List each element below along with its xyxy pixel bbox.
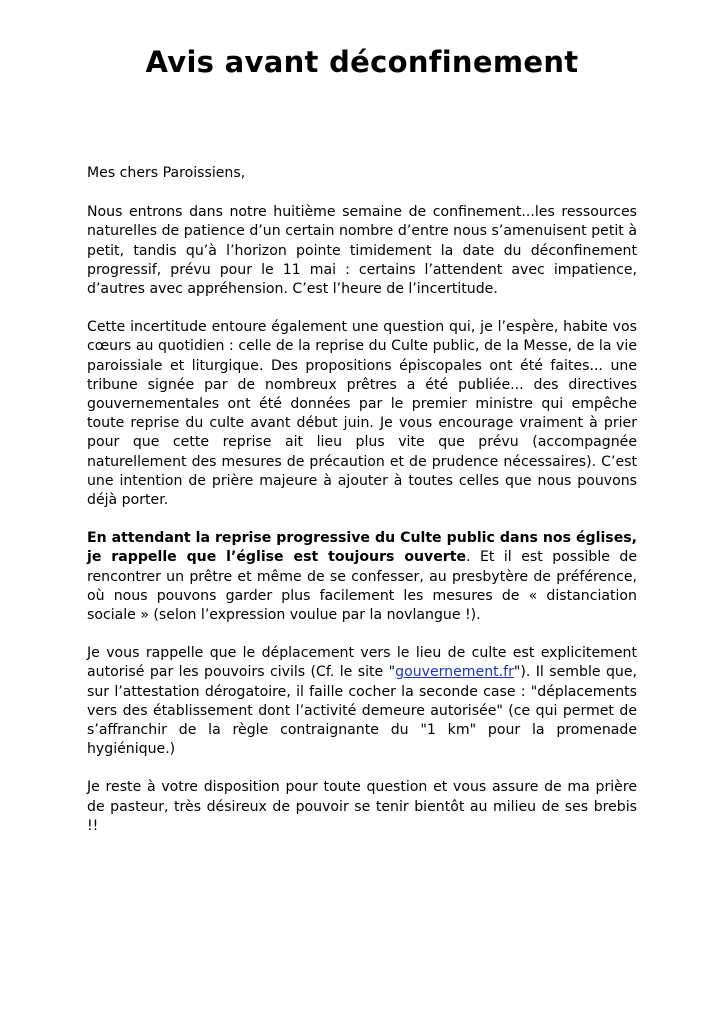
paragraph-5: Je reste à votre disposition pour toute question et vous assure de ma prière de pasteur, très désireux de pouvoir se tenir bientôt au milieu de ses brebis !! [87, 779, 637, 834]
gouvernement-link[interactable]: gouvernement.fr [395, 664, 514, 681]
paragraph-3 [87, 529, 637, 625]
paragraph-1: Nous entrons dans notre huitième semaine de confinement...les ressources naturelles de patience d’un certain nombre d’entre nous s’amenuisent petit à petit, tandis qu’à l’horizon pointe timidement la date du déconfinement progressif, prévu pour le 11 mai : certains l’attendent avec impatience, d’autres avec appréhension. C’est l’heure de l’incertitude. [87, 204, 637, 298]
page-title: Avis avant déconfinement [145, 45, 579, 79]
paragraph-3-text: . Et il est possible de rencontrer un prêtre et même de se confesser, au presbytère de préférence, où nous pouvons garder plus facilement les mesures de « distanciation sociale » (selon l’expression voulue par la novlangue !). [87, 549, 637, 624]
greeting: Mes chers Paroissiens, [87, 165, 246, 181]
paragraph-4-text-after: "). Il semble que, sur l’attestation dérogatoire, il faille cocher la seconde case : "déplacements vers des établissement dont l’activité demeure autorisée" (ce qui permet de s’affranchir de la règle contraignante du "1 km" pour la promenade hygiénique.) [87, 664, 637, 758]
paragraph-4 [87, 644, 637, 759]
letter-body [87, 164, 637, 855]
paragraph-2: Cette incertitude entoure également une question qui, je l’espère, habite vos cœurs au quotidien : celle de la reprise du Culte public, de la Messe, de la vie paroissiale et liturgique. Des propositions épiscopales ont été faites... une tribune signée par de nombreux prêtres a été publiée... des directives gouvernementales ont été données par le premier ministre qui empêche toute reprise du culte avant début juin. Je vous encourage vraiment à prier pour que cette reprise ait lieu plus vite que prévu (accompagnée naturellement des mesures de précaution et de prudence nécessaires). C’est une intention de prière majeure à ajouter à toutes celles que nous pouvons déjà porter. [87, 319, 637, 509]
paragraph-4-text-before: Je vous rappelle que le déplacement vers le lieu de culte est explicitement autorisé par les pouvoirs civils (Cf. le site " [87, 645, 637, 681]
paragraph-3-bold-text: En attendant la reprise progressive du Culte public dans nos églises, je rappelle que l’église est toujours ouverte [87, 530, 637, 566]
